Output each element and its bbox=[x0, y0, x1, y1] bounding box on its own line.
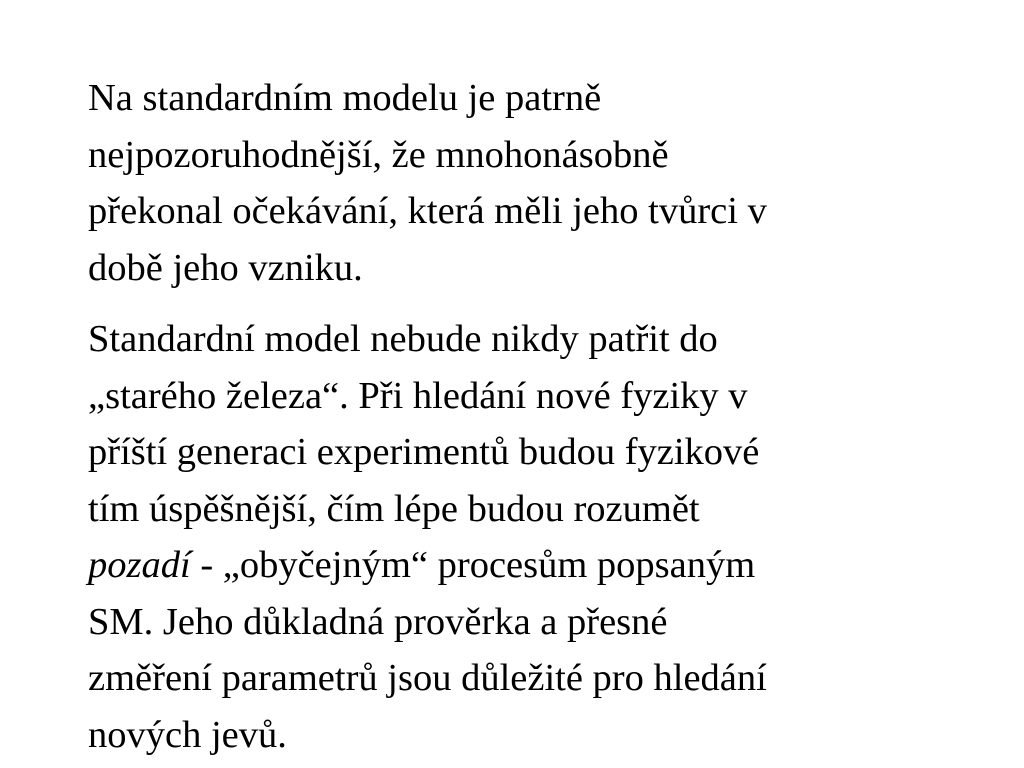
text-line: Standardní model nebude nikdy patřit do bbox=[88, 318, 718, 360]
text-line-with-italic bbox=[88, 537, 918, 594]
text-line: „starého železa“. Při hledání nové fyziky v bbox=[88, 374, 748, 417]
text-line: době jeho vzniku. bbox=[88, 246, 363, 289]
slide-body bbox=[88, 70, 918, 763]
text-line: příští generaci experimentů budou fyzikové bbox=[88, 431, 760, 473]
text-line: Na standardním modelu je patrně bbox=[88, 77, 602, 119]
text-line: SM. Jeho důkladná prověrka a přesné bbox=[88, 600, 668, 643]
text-line: překonal očekávání, která měli jeho tvůrci v bbox=[88, 190, 767, 232]
italic-term: pozadí bbox=[88, 544, 191, 586]
paragraph-2 bbox=[88, 311, 918, 763]
text-line: nejpozoruhodnější, že mnohonásobně bbox=[88, 133, 669, 176]
text-line: změření parametrů jsou důležité pro hledání bbox=[88, 657, 767, 699]
text-fragment: - „obyčejným“ procesům popsaným bbox=[190, 544, 756, 586]
text-line: nových jevů. bbox=[88, 713, 287, 756]
paragraph-1 bbox=[88, 70, 918, 296]
text-line: tím úspěšnější, čím lépe budou rozumět bbox=[88, 487, 700, 530]
